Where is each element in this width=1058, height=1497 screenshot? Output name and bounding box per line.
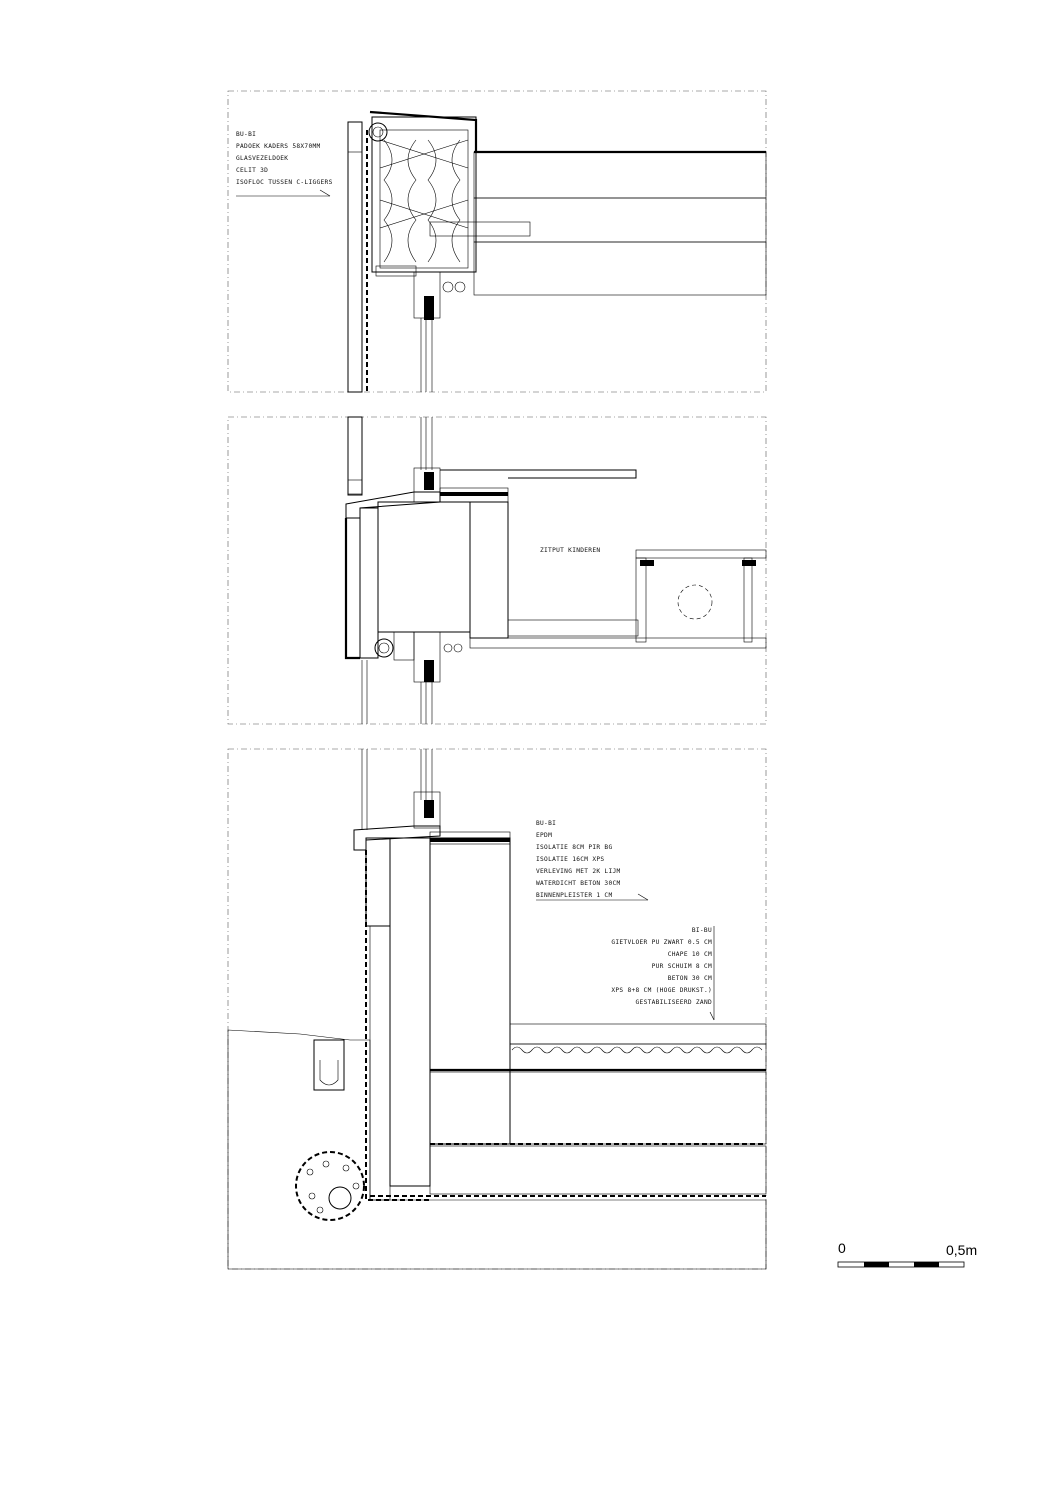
outer-insulation-bottom [366,838,390,926]
floor-note-line-6: XPS 8+8 CM (HOGE DRUKST.) [611,987,712,994]
wall-note-line-2: EPDM [536,832,553,839]
panel-middle-frame [228,417,766,724]
panel-top-frame [228,91,766,392]
top-note-line-3: GLASVEZELDOEK [236,155,289,162]
wall-note-line-3: ISOLATIE 8CM PIR BG [536,844,613,851]
panel-bottom-section [228,749,766,1269]
ground-soil [228,1030,766,1269]
pipe-detail-dashed [678,585,712,619]
panel-bottom-frame [228,749,766,1269]
roof-insulation-layer [474,152,766,198]
roof-edge-box [372,117,476,272]
drain-pipe-gravel [296,1152,364,1220]
floor-note-line-5: BETON 30 CM [667,975,712,982]
top-annotation [236,131,333,196]
wall-note-line-5: VERLEVING MET 2K LIJM [536,868,621,875]
outer-insulation-strip [360,508,378,658]
floor-concrete-slab [430,1072,766,1144]
floor-pur-foam [510,1044,766,1070]
wall-annotation [536,820,648,900]
floor-note-line-4: PUR SCHUIM 8 CM [651,963,712,970]
bench-seat-frame [636,550,766,558]
roof-edge-flashing [370,112,476,152]
scale-start-label: 0 [838,1240,846,1256]
wall-note-line-6: WATERDICHT BETON 30CM [536,880,621,887]
floor-note-line-3: CHAPE 10 CM [667,951,712,958]
drainage-gutter [314,1040,344,1090]
top-note-line-4: CELIT 3D [236,167,269,174]
panel-top-section [228,91,766,392]
roof-concrete-slab [474,242,766,295]
wall-insulation-block [378,502,470,632]
roof-screed-layer [474,198,766,242]
scale-bar [838,1240,977,1267]
top-note-line-1: BU-BI [236,131,257,138]
top-note-line-5: ISOFLOC TUSSEN C-LIGGERS [236,179,333,186]
wall-note-line-7: BINNENPLEISTER 1 CM [536,892,613,899]
wall-note-line-4: ISOLATIE 16CM XPS [536,856,605,863]
panel-middle-section [228,417,766,724]
middle-label-zitput: ZITPUT KINDEREN [540,547,601,554]
bench-top-edge [440,470,636,478]
floor-note-line-2: GIETVLOER PU ZWART 0.5 CM [611,939,712,946]
floor-screed [510,1024,766,1044]
concrete-wall-bottom [430,838,510,1144]
wall-insulation-bottom [390,838,430,1186]
scale-end-label: 0,5m [946,1242,978,1258]
facade-panel-top [348,122,362,392]
floor-note-line-1: BI-BU [691,927,712,934]
waterproofing-membrane [366,850,430,1200]
wall-note-line-1: BU-BI [536,820,557,827]
top-note-line-2: PADOEK KADERS 58X70MM [236,143,321,150]
floor-xps-insulation [430,1146,766,1194]
floor-note-line-7: GESTABILISEERD ZAND [635,999,712,1006]
floor-annotation [611,926,714,1020]
concrete-wall-middle [470,502,508,638]
drain-pipe [329,1187,351,1209]
